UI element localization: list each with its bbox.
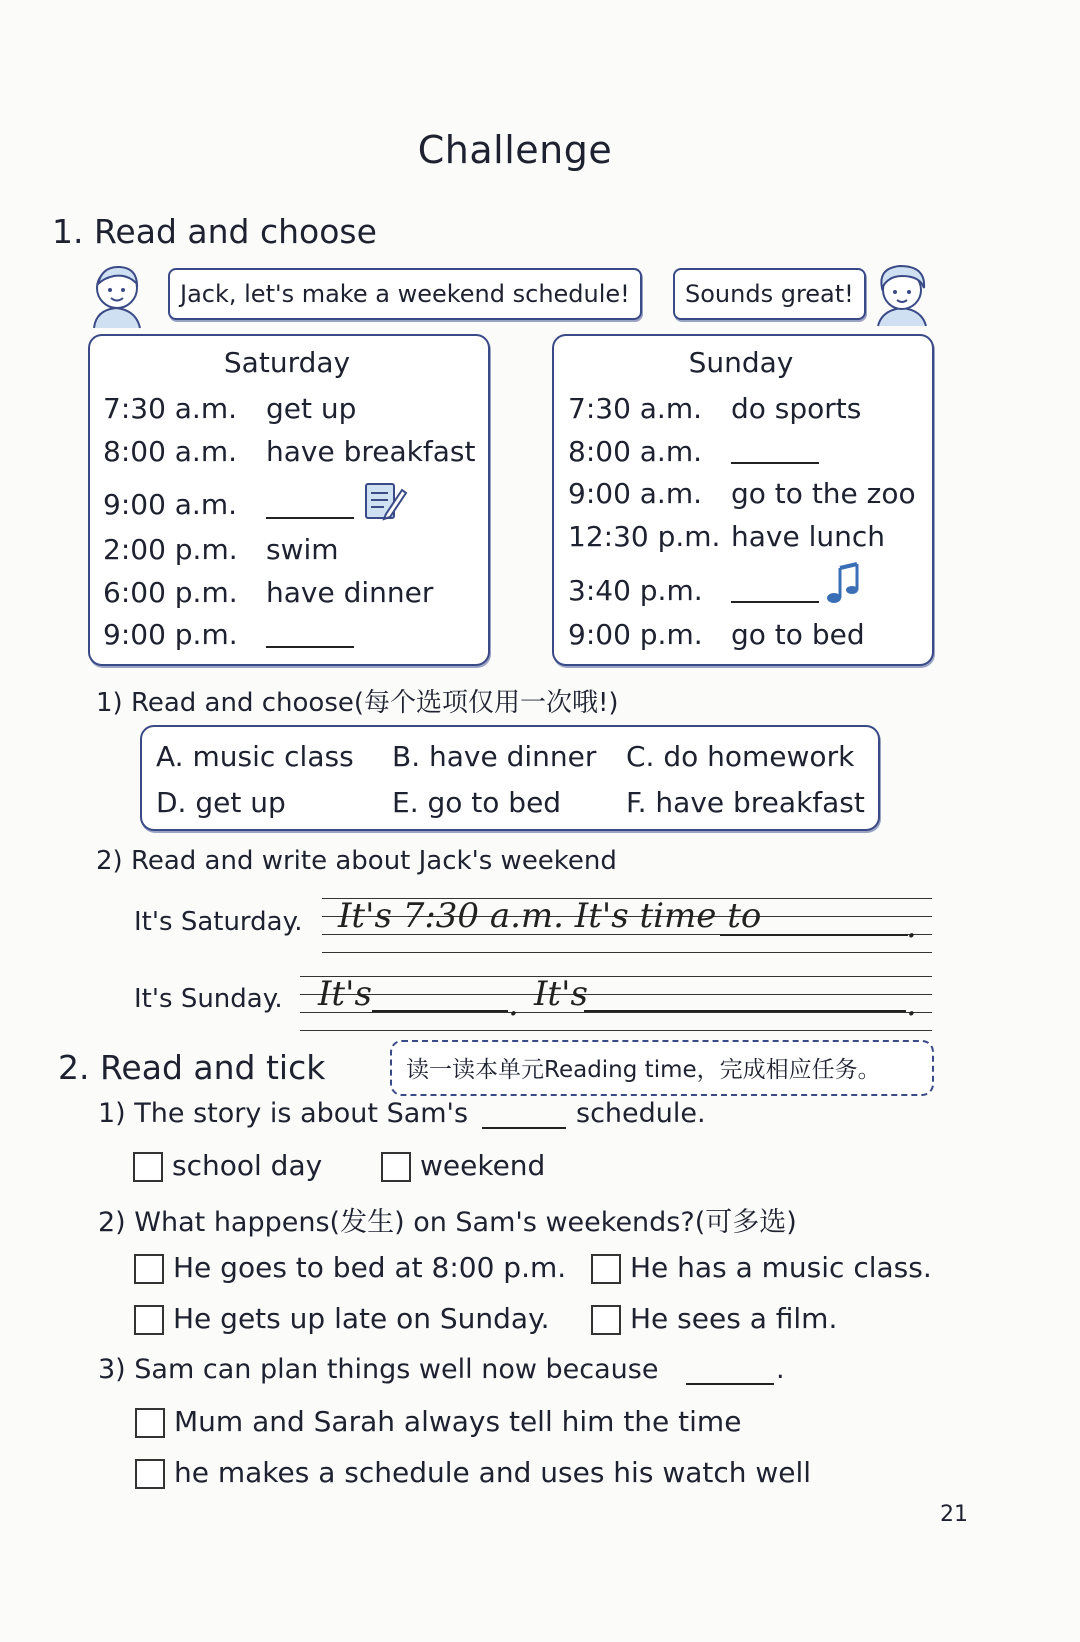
sat-time-5: 6:00 p.m. — [103, 576, 238, 609]
music-note-icon — [824, 560, 864, 608]
option-d: D. get up — [156, 786, 286, 819]
label-gets-up-late: He gets up late on Sunday. — [173, 1302, 550, 1335]
jack-avatar-icon — [84, 258, 154, 330]
s2-q1-part1: 1) The story is about Sam's — [98, 1098, 469, 1129]
page-title: Challenge — [417, 128, 613, 172]
homework-icon — [362, 478, 408, 522]
label-sees-film: He sees a film. — [630, 1302, 838, 1335]
s2-q3-blank[interactable] — [686, 1383, 774, 1385]
sun-time-3: 9:00 a.m. — [568, 477, 703, 510]
sun-activity-1: do sports — [731, 392, 862, 425]
speech-bubble-jack: Jack, let's make a weekend schedule! — [168, 268, 642, 320]
writing-line — [300, 976, 932, 977]
sunday-title: Sunday — [688, 346, 794, 379]
checkbox-music-class[interactable] — [591, 1254, 621, 1284]
sun-activity-6: go to bed — [731, 618, 865, 651]
sun-blank-1[interactable] — [731, 462, 819, 464]
sunday-prompt: It's Sunday. — [134, 984, 283, 1014]
sun-time-6: 9:00 p.m. — [568, 618, 703, 651]
s2-q3-period: . — [776, 1354, 785, 1385]
checkbox-sees-film[interactable] — [591, 1305, 621, 1335]
sat-blank-1[interactable] — [266, 517, 354, 519]
sun-activity-4: have lunch — [731, 520, 886, 553]
checkbox-mum-sarah[interactable] — [135, 1408, 165, 1438]
writing-line — [300, 1030, 932, 1031]
section1-heading: 1. Read and choose — [52, 212, 377, 251]
saturday-title: Saturday — [223, 346, 351, 379]
speech-bubble-friend: Sounds great! — [673, 268, 866, 320]
q1-label: 1) Read and choose(每个选项仅用一次哦!) — [96, 688, 619, 718]
checkbox-school-day[interactable] — [133, 1152, 163, 1182]
s2-q1-blank[interactable] — [482, 1127, 566, 1129]
writing-line — [300, 1012, 932, 1013]
checkbox-weekend[interactable] — [381, 1152, 411, 1182]
sat-activity-2: have breakfast — [266, 435, 476, 468]
section2-heading: 2. Read and tick — [58, 1048, 326, 1087]
saturday-prompt: It's Saturday. — [134, 907, 303, 937]
s2-q1-part2: schedule. — [576, 1098, 706, 1129]
s2-q2-label: 2) What happens(发生) on Sam's weekends?(可多选) — [98, 1207, 797, 1238]
option-e: E. go to bed — [392, 786, 562, 819]
writing-line — [322, 952, 932, 953]
label-weekend: weekend — [420, 1149, 546, 1182]
sunday-written-text-1: It's — [318, 974, 372, 1014]
sat-time-6: 9:00 p.m. — [103, 618, 238, 651]
label-school-day: school day — [172, 1149, 323, 1182]
checkbox-bed-8pm[interactable] — [134, 1254, 164, 1284]
writing-line — [300, 994, 932, 995]
sat-time-3: 9:00 a.m. — [103, 488, 238, 521]
s2-q3-label: 3) Sam can plan things well now because — [98, 1354, 659, 1385]
option-a: A. music class — [156, 740, 354, 773]
option-f: F. have breakfast — [626, 786, 865, 819]
sat-time-4: 2:00 p.m. — [103, 533, 238, 566]
label-mum-sarah: Mum and Sarah always tell him the time — [174, 1405, 742, 1438]
friend-avatar-icon — [870, 258, 936, 328]
sat-activity-4: swim — [266, 533, 339, 566]
reading-note: 读一读本单元Reading time，完成相应任务。 — [406, 1057, 881, 1083]
sun-time-5: 3:40 p.m. — [568, 574, 703, 607]
sunday-written-text-2: It's — [534, 974, 588, 1014]
label-makes-schedule: he makes a schedule and uses his watch well — [174, 1456, 812, 1489]
saturday-answer-blank[interactable] — [720, 934, 908, 936]
sat-activity-1: get up — [266, 392, 357, 425]
sunday-period-2: . — [906, 984, 917, 1024]
label-bed-8pm: He goes to bed at 8:00 p.m. — [173, 1251, 567, 1284]
sun-time-2: 8:00 a.m. — [568, 435, 703, 468]
sat-activity-5: have dinner — [266, 576, 434, 609]
option-c: C. do homework — [626, 740, 855, 773]
sunday-answer-blank-1[interactable] — [372, 1010, 508, 1012]
option-b: B. have dinner — [392, 740, 597, 773]
sat-time-2: 8:00 a.m. — [103, 435, 238, 468]
sun-activity-3: go to the zoo — [731, 477, 916, 510]
sun-time-4: 12:30 p.m. — [568, 520, 721, 553]
sun-time-1: 7:30 a.m. — [568, 392, 703, 425]
sat-time-1: 7:30 a.m. — [103, 392, 238, 425]
checkbox-makes-schedule[interactable] — [135, 1459, 165, 1489]
sunday-period-1: . — [508, 984, 519, 1024]
q2-label: 2) Read and write about Jack's weekend — [96, 846, 617, 876]
label-music-class: He has a music class. — [630, 1251, 932, 1284]
sun-blank-2[interactable] — [731, 601, 819, 603]
page-number: 21 — [940, 1502, 968, 1527]
sat-blank-2[interactable] — [266, 646, 354, 648]
saturday-written-text: It's 7:30 a.m. It's time to — [338, 896, 762, 936]
saturday-period: . — [906, 906, 917, 946]
sunday-answer-blank-2[interactable] — [584, 1010, 906, 1012]
checkbox-gets-up-late[interactable] — [134, 1305, 164, 1335]
